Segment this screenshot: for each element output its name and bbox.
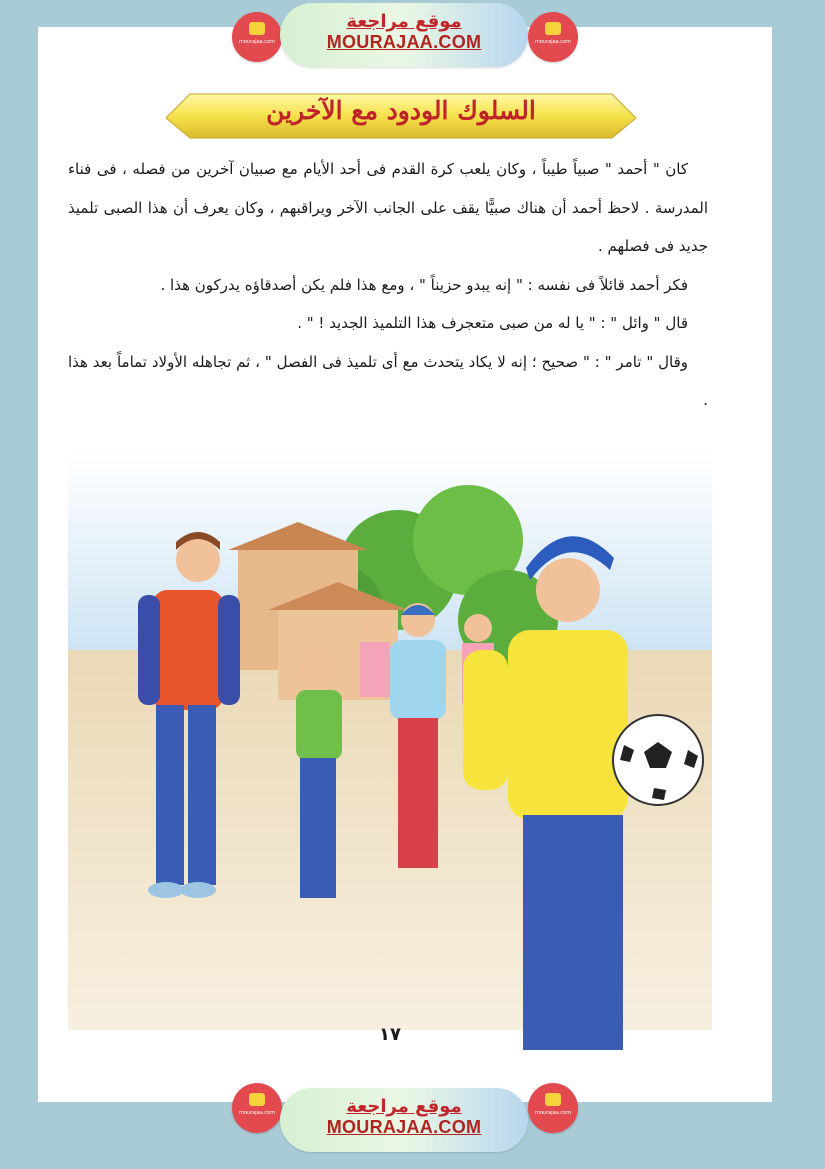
boys-playing-football-illustration xyxy=(68,450,712,1050)
site-name-arabic[interactable]: موقع مراجعة xyxy=(346,11,462,32)
story-paragraph: وقال " تامر " : " صحيح ؛ إنه لا يكاد يتحدث مع أى تلميذ فى الفصل " ، ثم تجاهله الأولاد تماماً بعد هذا . xyxy=(68,352,708,409)
site-logo-icon[interactable]: mourajaa.com xyxy=(528,12,578,62)
site-logo-icon[interactable]: mourajaa.com xyxy=(528,1083,578,1133)
lesson-title-ribbon xyxy=(166,90,636,140)
site-name-arabic[interactable]: موقع مراجعة xyxy=(346,1096,462,1117)
site-logo-icon[interactable]: mourajaa.com xyxy=(232,1083,282,1133)
story-paragraph: فكر أحمد قائلاً فى نفسه : " إنه يبدو حزيناً " ، ومع هذا فلم يكن أصدقاؤه يدركون هذا . xyxy=(160,275,688,294)
page-number: ١٧ xyxy=(379,1024,401,1045)
site-name-english[interactable]: MOURAJAA.COM xyxy=(326,1117,482,1137)
site-banner-bottom[interactable] xyxy=(280,1088,528,1152)
story-paragraph: كان " أحمد " صبياً طيباً ، وكان يلعب كرة القدم فى أحد الأيام مع صبيان آخرين من فصله ، فى فناء المدرسة . لاحظ أحمد أن هناك صبيًّا يقف على الجانب الآخر ويراقبهم ، وكان يعرف أن هذا الصبى تلميذ جديد فى فصلهم . xyxy=(68,160,708,255)
site-banner-top[interactable] xyxy=(280,3,528,67)
lesson-title: السلوك الودود مع الآخرين xyxy=(266,96,536,125)
story-text xyxy=(68,150,708,420)
site-logo-icon[interactable]: mourajaa.com xyxy=(232,12,282,62)
story-paragraph: قال " وائل " : " يا له من صبى متعجرف هذا التلميذ الجديد ! " . xyxy=(297,314,688,332)
site-name-english[interactable]: MOURAJAA.COM xyxy=(326,32,482,52)
